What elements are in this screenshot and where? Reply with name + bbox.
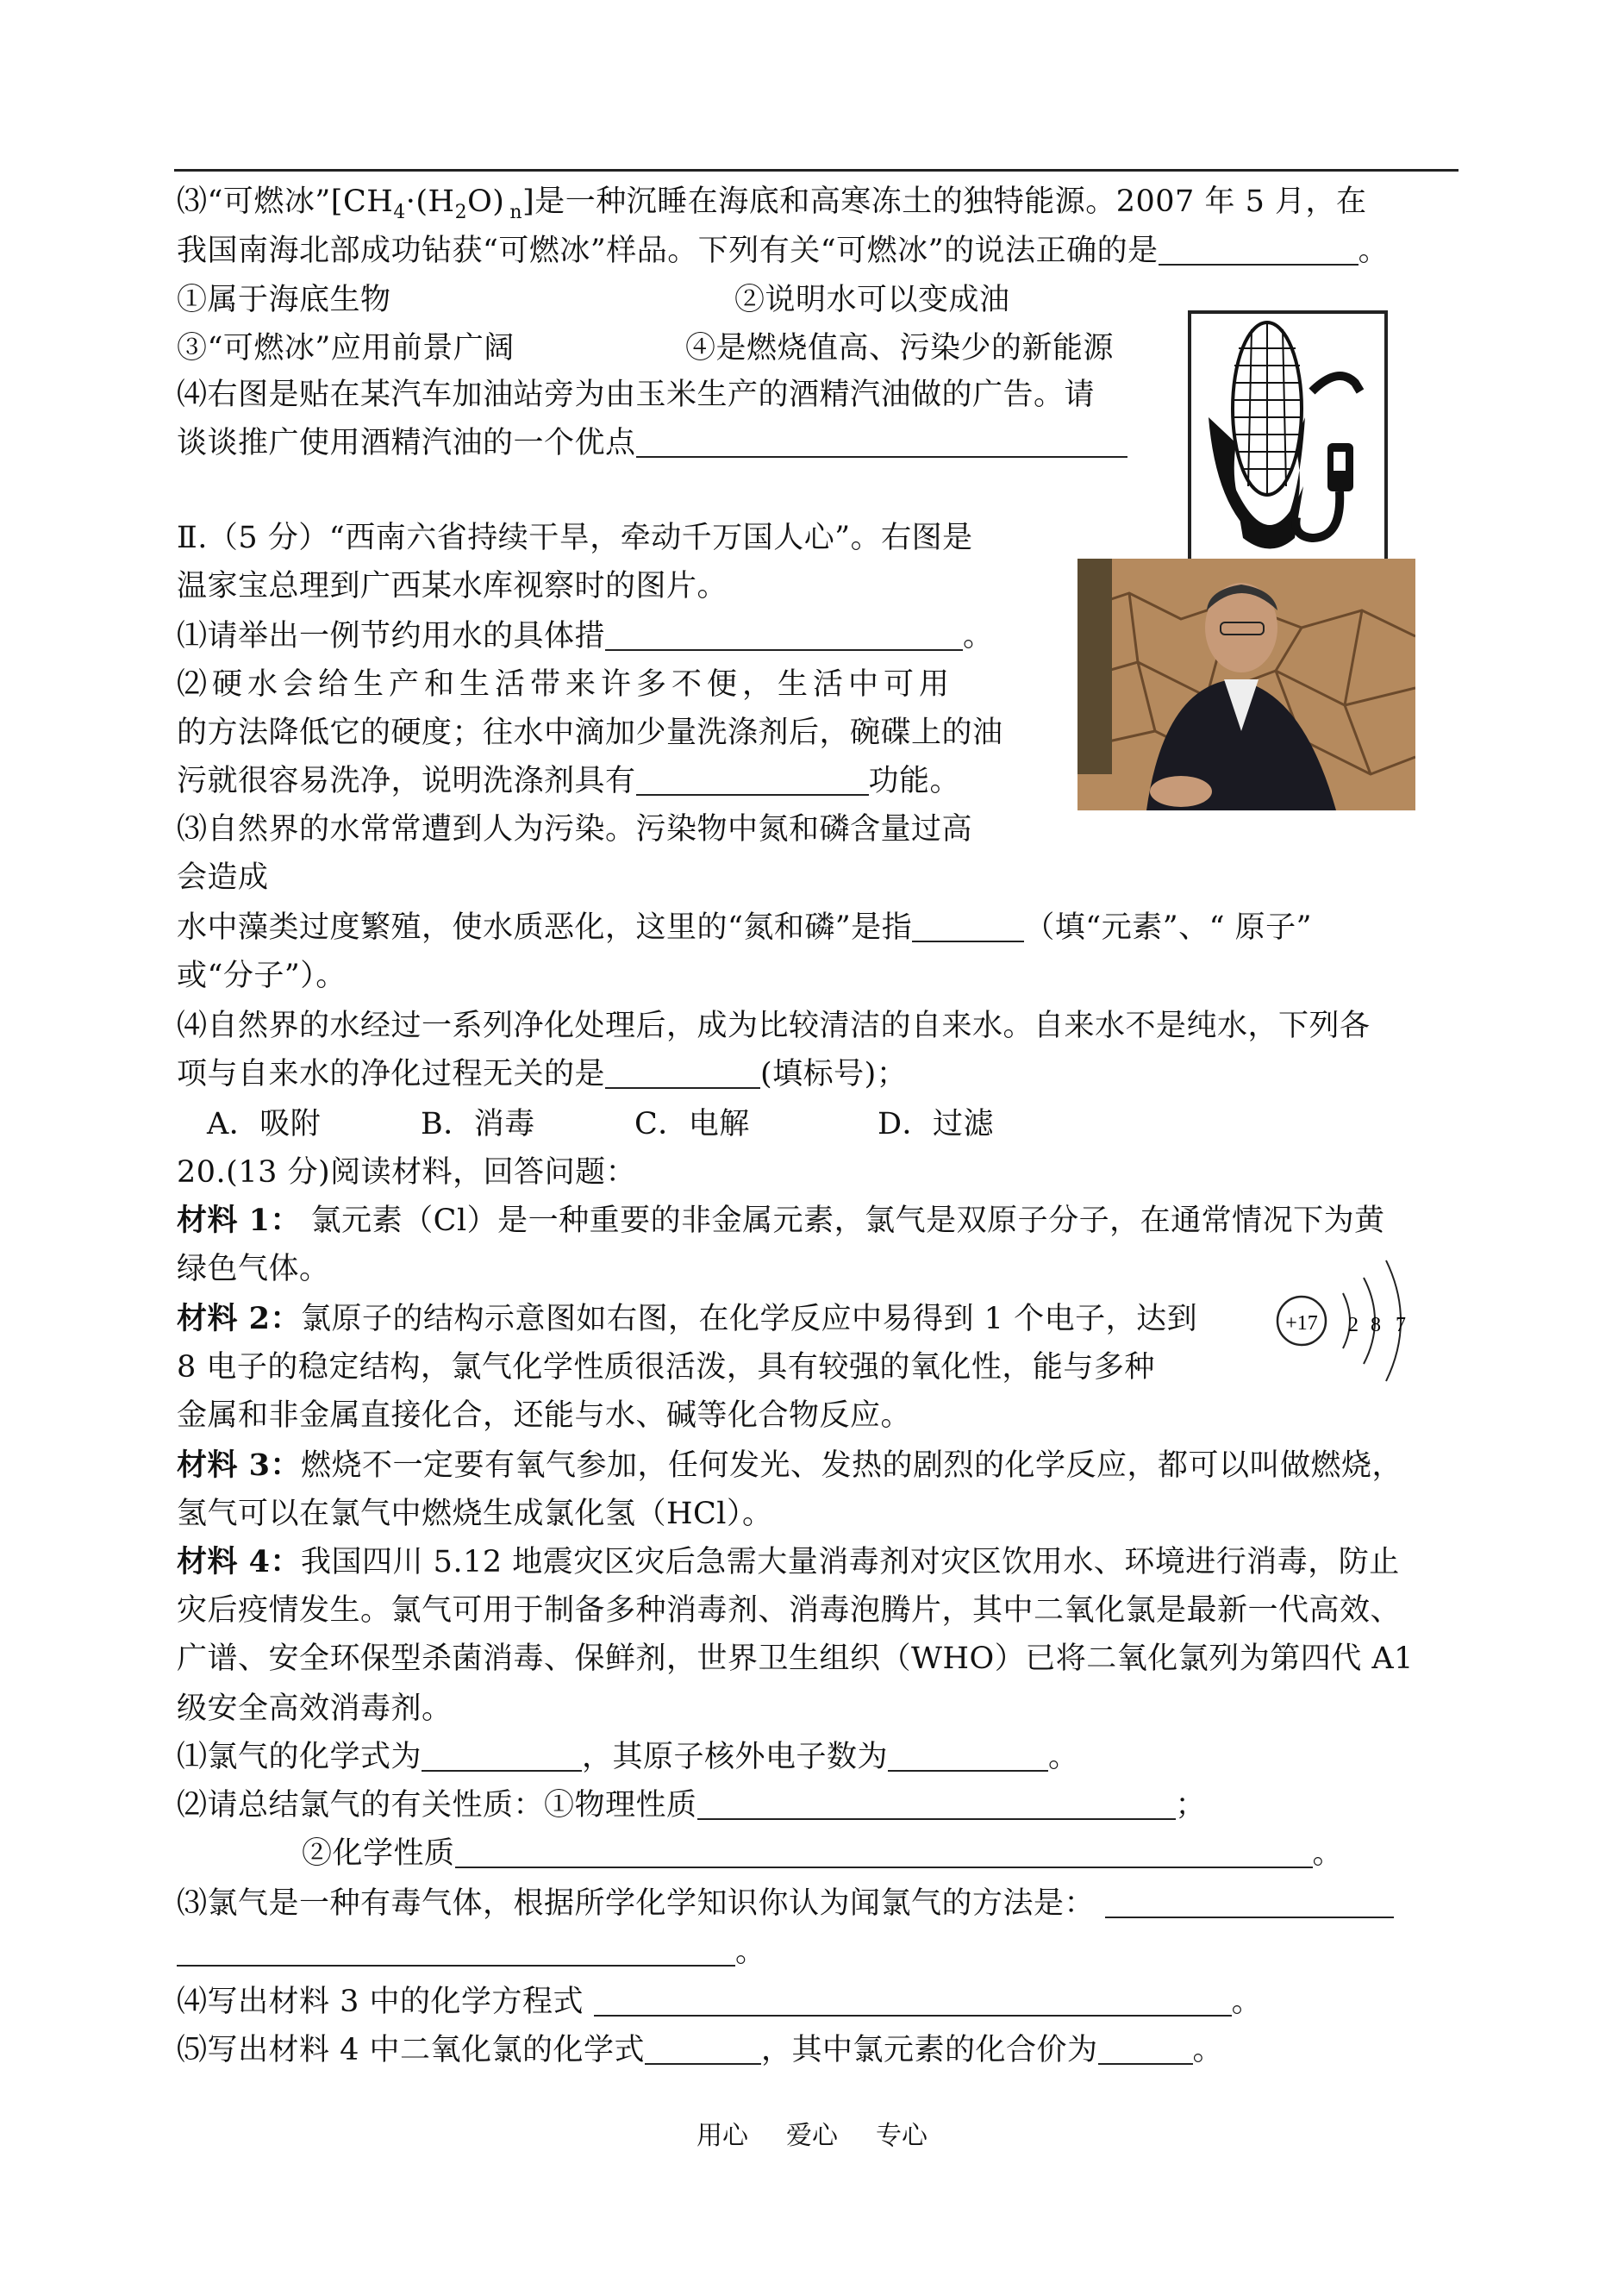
header-rule [174, 169, 1458, 172]
shell-3-electrons: 7 [1396, 1314, 1406, 1336]
choice-d: D．过滤 [878, 1107, 995, 1141]
part2-q3-line4: 或“分子”）。 [177, 959, 347, 993]
q20-material4-line2: 灾后疫情发生。氯气可用于制备多种消毒剂、消毒泡腾片，其中二氧化氯是最新一代高效、 [177, 1593, 1402, 1628]
equation-blank[interactable] [594, 1984, 1232, 2017]
q20-material2-line3: 金属和非金属直接化合，还能与水、碱等化合物反应。 [177, 1398, 912, 1433]
smell-method-blank-2[interactable] [177, 1934, 735, 1967]
q20-material1-line1: 材料 1： 氯元素（Cl）是一种重要的非金属元素，氯气是双原子分子，在通常情况下为黄 [177, 1203, 1385, 1238]
part2-q2-blank[interactable] [636, 763, 869, 796]
q20-material4-line4: 级安全高效消毒剂。 [177, 1692, 453, 1726]
part2-q4-line2: 项与自来水的净化过程无关的是 (填标号)； [177, 1057, 908, 1091]
q20-answer1: ⑴氯气的化学式为 ，其原子核外电子数为 。 [177, 1740, 1079, 1774]
page-footer [0, 2114, 1624, 2152]
formula-blank[interactable] [422, 1739, 582, 1772]
part2-q1: ⑴请举出一例节约用水的具体措 。 [177, 619, 994, 653]
q20-material3-line2: 氢气可以在氯气中燃烧生成氯化氢（HCl）。 [177, 1497, 773, 1531]
q3-option-4: ④是燃烧值高、污染少的新能源 [685, 331, 1115, 366]
q20-material2-line1: 材料 2：氯原子的结构示意图如右图，在化学反应中易得到 1 个电子，达到 [177, 1301, 1198, 1336]
q4-answer-blank[interactable] [636, 425, 1127, 458]
q20-title: 20.(13 分)阅读材料，回答问题： [177, 1155, 637, 1190]
q3-line2: 我国南海北部成功钻获“可燃冰”样品。下列有关“可燃冰”的说法正确的是 。 [177, 234, 1390, 268]
footer-word-2: 爱心 [786, 2121, 838, 2151]
q20-material3-line1: 材料 3：燃烧不一定要有氧气参加，任何发光、发热的剧烈的化学反应，都可以叫做燃烧， [177, 1448, 1403, 1483]
q20-material1-line2: 绿色气体。 [177, 1252, 330, 1286]
corn-ethanol-ad-image [1188, 310, 1388, 567]
choice-c: C．电解 [634, 1107, 750, 1141]
part2-q3-line1: ⑶自然界的水常常遭到人为污染。污染物中氮和磷含量过高 [177, 812, 973, 847]
q4-line1: ⑷右图是贴在某汽车加油站旁为由玉米生产的酒精汽油做的广告。请 [177, 378, 1096, 412]
chlorine-atom-diagram [1267, 1250, 1431, 1388]
shell-2-electrons: 8 [1371, 1314, 1381, 1336]
q20-answer2-chemical: ②化学性质 。 [302, 1836, 1344, 1871]
nucleus-charge: +17 [1285, 1312, 1318, 1335]
part2-q4-blank[interactable] [605, 1056, 760, 1089]
q3-option-3: ③“可燃冰”应用前景广阔 [177, 331, 515, 366]
part2-line1: Ⅱ.（5 分）“西南六省持续干旱，牵动千万国人心”。右图是 [177, 521, 973, 555]
q3-answer-blank[interactable] [1159, 233, 1359, 266]
q20-answer2-physical: ⑵请总结氯气的有关性质：①物理性质 ； [177, 1788, 1207, 1823]
choice-a: A．吸附 [207, 1107, 322, 1141]
smell-method-blank-1[interactable] [1105, 1885, 1394, 1918]
physical-property-blank[interactable] [697, 1787, 1176, 1820]
part2-q4-line1: ⑷自然界的水经过一系列净化处理后，成为比较清洁的自来水。自来水不是纯水，下列各 [177, 1009, 1371, 1043]
shell-1-electrons: 2 [1348, 1314, 1359, 1336]
q20-material4-line1: 材料 4：我国四川 5.12 地震灾区灾后急需大量消毒剂对灾区饮用水、环境进行消毒，防止 [177, 1544, 1400, 1579]
part2-q2-line2: 的方法降低它的硬度；往水中滴加少量洗涤剂后，碗碟上的油 [177, 716, 1003, 750]
q20-material4-line3: 广谱、安全环保型杀菌消毒、保鲜剂，世界卫生组织（WHO）已将二氧化氯列为第四代 A1 [177, 1642, 1414, 1676]
electron-count-blank[interactable] [888, 1739, 1048, 1772]
q3-line1: ⑶“可燃冰$”[CH_4\cdot(H_2O)$ $_n$]是一种沉睡在海底和高寒冻土的独特能源。2007 年 5 月，在 [177, 184, 1367, 223]
q20-answer3-line2: 。 [177, 1929, 766, 1974]
q20-answer4: ⑷写出材料 3 中的化学方程式 。 [177, 1985, 1263, 2019]
footer-word-1: 用心 [696, 2121, 748, 2151]
part2-line2: 温家宝总理到广西某水库视察时的图片。 [177, 569, 728, 603]
part2-q2-line1: ⑵硬水会给生产和生活带来许多不便，生活中可用 [177, 667, 955, 702]
part2-q2-line3: 污就很容易洗净，说明洗涤剂具有 功能。 [177, 764, 961, 798]
q3-option-1: ①属于海底生物 [177, 283, 391, 317]
q3-option-2: ②说明水可以变成油 [734, 283, 1010, 317]
choice-b: B．消毒 [421, 1107, 535, 1141]
part2-q3-line3: 水中藻类过度繁殖，使水质恶化，这里的“氮和磷”是指 （填“元素”、“ 原子” [177, 910, 1312, 945]
drought-inspection-photo [1077, 559, 1415, 810]
part2-q3-blank[interactable] [912, 910, 1024, 942]
footer-word-3: 专心 [876, 2121, 928, 2151]
q20-material2-line2: 8 电子的稳定结构，氯气化学性质很活泼，具有较强的氧化性，能与多种 [177, 1350, 1155, 1385]
q20-answer3-line1: ⑶氯气是一种有毒气体，根据所学化学知识你认为闻氯气的方法是： [177, 1881, 1394, 1926]
valence-blank[interactable] [1098, 2032, 1193, 2065]
part2-q3-line2: 会造成 [177, 860, 269, 895]
chemical-property-blank[interactable] [455, 1835, 1313, 1868]
part2-q1-blank[interactable] [605, 618, 963, 651]
q20-answer5: ⑸写出材料 4 中二氧化氯的化学式 ，其中氯元素的化合价为 。 [177, 2033, 1224, 2067]
clo2-formula-blank[interactable] [645, 2032, 761, 2065]
q4-line2: 谈谈推广使用酒精汽油的一个优点 [177, 421, 1127, 466]
